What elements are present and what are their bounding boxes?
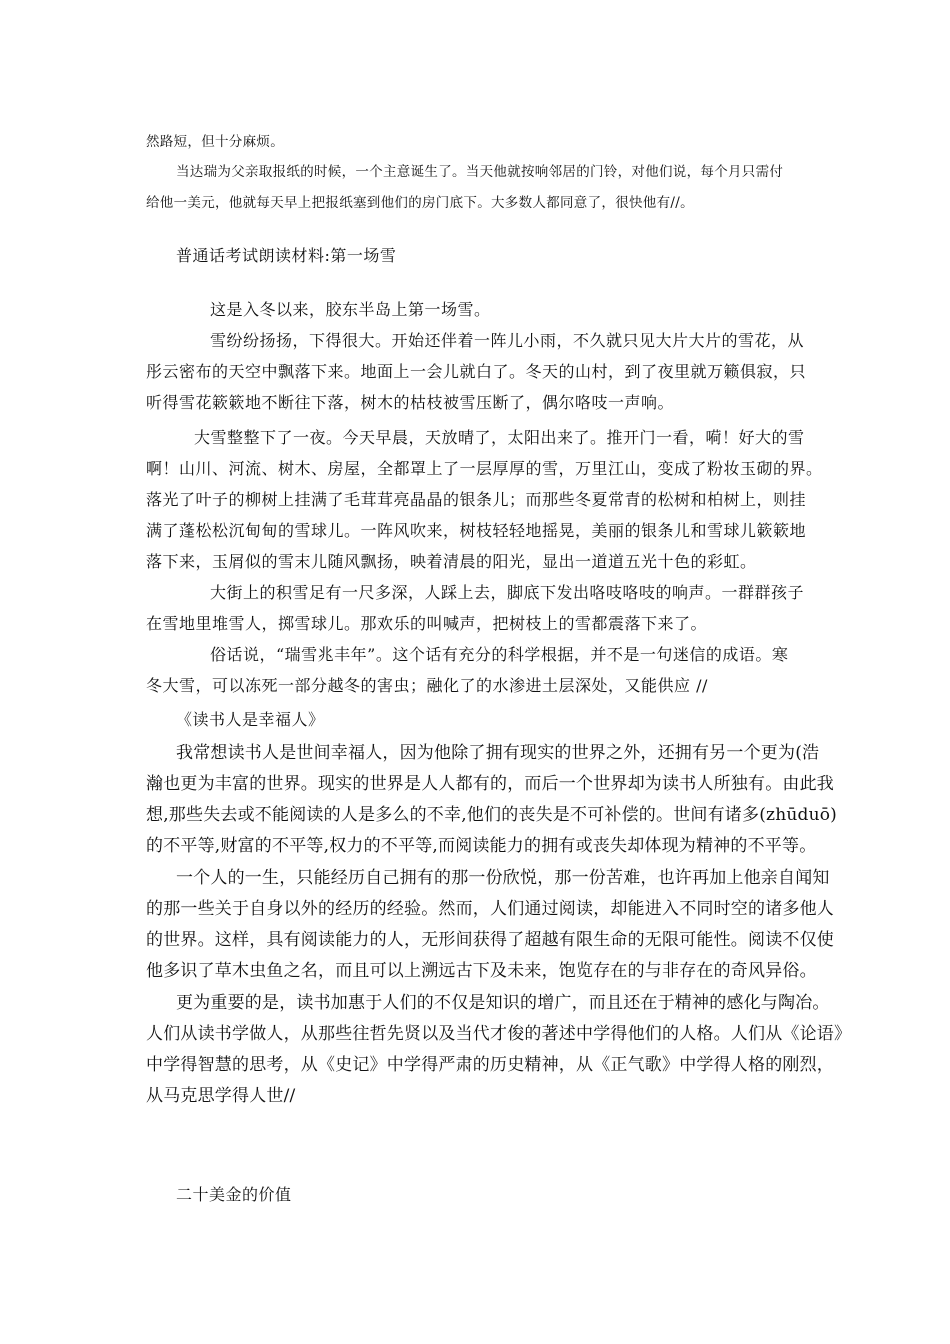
text-line: 的不平等,财富的不平等,权力的不平等,而阅读能力的拥有或丧失却体现为精神的不平等。	[146, 836, 817, 856]
text-line: 一个人的一生，只能经历自己拥有的那一份欣悦，那一份苦难，也许再加上他亲自闻知	[176, 868, 830, 888]
text-line: 他多识了草木虫鱼之名，而且可以上溯远古下及未来，饱览存在的与非存在的奇风异俗。	[146, 961, 817, 981]
text-line: 冬大雪，可以冻死一部分越冬的害虫；融化了的水渗进土层深处，又能供应 //	[146, 676, 708, 695]
text-line: 落光了叶子的柳树上挂满了毛茸茸亮晶晶的银条儿；而那些冬夏常青的松树和柏树上，则挂	[146, 490, 807, 509]
text-line: 的那一些关于自身以外的经历的经验。然而，人们通过阅读，却能进入不同时空的诸多他人	[146, 899, 834, 919]
section-title: 二十美金的价值	[176, 1185, 292, 1204]
text-line: 俗话说，“瑞雪兆丰年”。这个话有充分的科学根据，并不是一句迷信的成语。寒	[210, 645, 789, 664]
text-line: 当达瑞为父亲取报纸的时候，一个主意诞生了。当天他就按响邻居的门铃，对他们说，每个月只需付	[176, 164, 784, 180]
section-title: 普通话考试朗读材料:第一场雪	[176, 246, 397, 265]
text-line: 我常想读书人是世间幸福人，因为他除了拥有现实的世界之外，还拥有另一个更为(浩	[176, 743, 820, 763]
text-line: 人们从读书学做人，从那些往哲先贤以及当代才俊的著述中学得他们的人格。人们从《论语》	[146, 1024, 852, 1044]
text-line: 想,那些失去或不能阅读的人是多么的不幸,他们的丧失是不可补偿的。世间有诸多(zhūduō)	[146, 805, 837, 825]
text-line: 在雪地里堆雪人，掷雪球儿。那欢乐的叫喊声，把树枝上的雪都震落下来了。	[146, 614, 708, 633]
text-line: 落下来，玉屑似的雪末儿随风飘扬，映着清晨的阳光，显出一道道五光十色的彩虹。	[146, 552, 757, 571]
text-line: 雪纷纷扬扬，下得很大。开始还伴着一阵儿小雨，不久就只见大片大片的雪花，从	[210, 331, 805, 350]
text-line: 从马克思学得人世//	[146, 1086, 296, 1106]
text-line: 瀚也更为丰富的世界。现实的世界是人人都有的，而后一个世界却为读书人所独有。由此我	[146, 774, 834, 794]
text-line: 大街上的积雪足有一尺多深，人踩上去，脚底下发出咯吱咯吱的响声。一群群孩子	[210, 583, 805, 602]
text-line: 大雪整整下了一夜。今天早晨，天放晴了，太阳出来了。推开门一看，嗬！好大的雪	[194, 428, 805, 447]
text-line: 这是入冬以来，胶东半岛上第一场雪。	[210, 300, 491, 319]
text-line: 更为重要的是，读书加惠于人们的不仅是知识的增广，而且还在于精神的感化与陶冶。	[176, 993, 830, 1013]
text-line: 中学得智慧的思考，从《史记》中学得严肃的历史精神，从《正气歌》中学得人格的刚烈，	[146, 1055, 834, 1075]
text-line: 然路短，但十分麻烦。	[146, 134, 284, 150]
text-line: 啊！山川、河流、树木、房屋，全都罩上了一层厚厚的雪，万里江山，变成了粉妆玉砌的界。	[146, 459, 823, 478]
text-line: 给他一美元，他就每天早上把报纸塞到他们的房门底下。大多数人都同意了，很快他有//。	[146, 195, 694, 211]
section-title: 《读书人是幸福人》	[176, 710, 325, 729]
text-line: 的世界。这样，具有阅读能力的人，无形间获得了超越有限生命的无限可能性。阅读不仅使	[146, 930, 834, 950]
text-line: 听得雪花簌簌地不断往下落，树木的枯枝被雪压断了，偶尔咯吱一声响。	[146, 393, 675, 412]
text-line: 彤云密布的天空中飘落下来。地面上一会儿就白了。冬天的山村，到了夜里就万籁俱寂，只	[146, 362, 807, 381]
text-line: 满了蓬松松沉甸甸的雪球儿。一阵风吹来，树枝轻轻地摇晃，美丽的银条儿和雪球儿簌簌地	[146, 521, 807, 540]
